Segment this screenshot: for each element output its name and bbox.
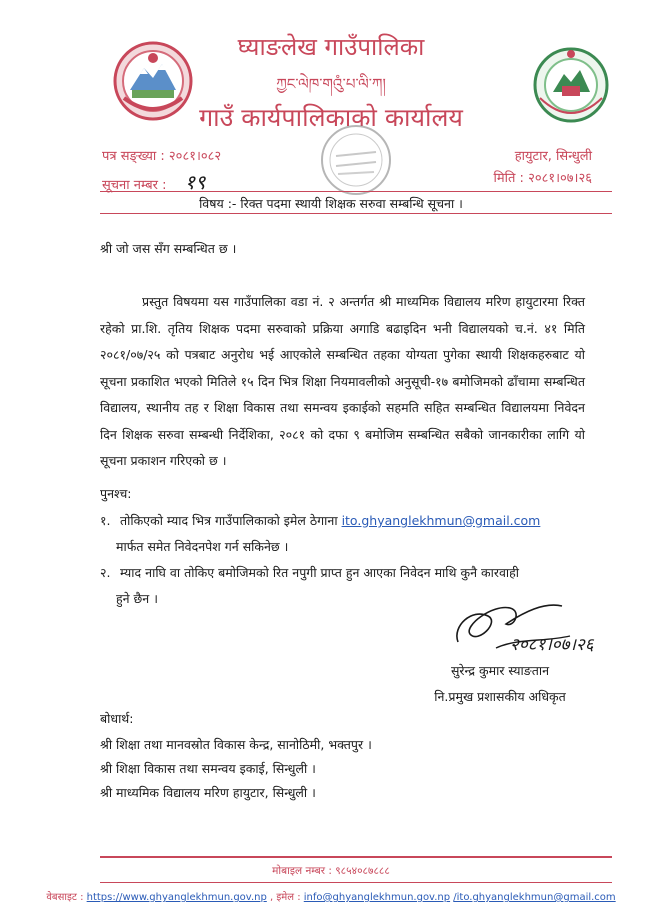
website-label: वेबसाइट : [46,892,87,903]
body-paragraph: प्रस्तुत विषयमा यस गाउँपालिका वडा नं. २ अन्तर्गत श्री माध्यमिक विद्यालय मरिण हायुटारमा रिक्त रहेको प्रा.शि. तृतिय शिक्षक पदमा सरुवाको प्रक्रिया अगाडि बढाइदिन भनी विद्यालयको च.नं. ४१ मिति २०८१/०७/२५ को पत्रबाट अनुरोध भई आएकोले सम्बन्धित तहका योग्यता पुगेका स्थायी शिक्षकहरुबाट यो सूचना प्रकाशित भएको मितिले १५ दिन भित्र शिक्षा नियमावलीको अनुसूची-१७ बमोजिमको ढाँचामा सम्बन्धित विद्यालय, स्थानीय तह र शिक्षा विकास तथा समन्वय इकाईको सहमति सहित सम्बन्धित विद्यालयमा निवेदन दिन शिक्षक सरुवा सम्बन्धी निर्देशिका, २०८१ को दफा ९ बमोजिम सम्बन्धित सबैको जानकारीका लागि यो सूचना प्रकाशन गरिएको छ । [100,294,585,468]
email-link[interactable]: ito.ghyanglekhmun@gmail.com [341,513,541,528]
footer-email-link-2[interactable]: /ito.ghyanglekhmun@gmail.com [453,892,616,903]
cc-heading: बोधार्थ: [100,711,134,726]
signatory-block [400,658,600,710]
office-name: गाउँ कार्यपालिकाको कार्यालय [199,103,463,132]
signature-date: २०८१।०७।२६ [510,635,594,655]
footer-email-link[interactable]: info@ghyanglekhmun.gov.np [303,892,451,903]
org-name-tibetan: ཀྱང་ལེཁ་གའུཾ་པ་ལི་ཀ། [276,75,386,93]
footer-divider-top [100,856,612,858]
salutation: श्री जो जस सँग सम्बन्धित छ । [100,241,237,256]
cc-item: श्री शिक्षा तथा मानवस्रोत विकास केन्द्र, सानोठिमी, भक्तपुर । [100,737,372,752]
notice-body [100,289,585,475]
subject-line: विषय :- रिक्त पदमा स्थायी शिक्षक सरुवा सम्बन्धि सूचना । [199,196,463,211]
reference-number: पत्र सङ्ख्या : २०८१।०८२ [102,149,222,164]
org-name: घ्याङलेख गाउँपालिका [237,33,425,61]
notice-number: १९ [184,170,206,194]
footer-contacts [0,889,662,903]
item-number: २. [100,565,111,580]
website-link[interactable]: https://www.ghyanglekhmun.gov.np [86,892,267,903]
header-divider-top [100,191,612,192]
cc-item: श्री माध्यमिक विद्यालय मरिण हायुटार, सिन्धुली । [100,785,316,800]
footer-mobile: मोबाइल नम्बर : ९८५४०८७८८८ [272,865,390,877]
item-continuation: मार्फत समेत निवेदनपेश गर्न सकिनेछ । [116,539,289,554]
postscript-heading: पुनश्च: [100,486,132,501]
signatory-designation: नि.प्रमुख प्रशासकीय अधिकृत [434,689,566,704]
cc-item: श्री शिक्षा विकास तथा समन्वय इकाई, सिन्धुली । [100,761,316,776]
email-label: , इमेल : [270,892,304,903]
signatory-name: सुरेन्द्र कुमार स्याङतान [450,663,550,678]
item-text: म्याद नाघि वा तोकिए बमोजिमको रित नपुगी प्राप्त हुन आएका निवेदन माथि कुनै कारवाही [119,565,520,580]
item-number: १. [100,513,111,528]
item-text: तोकिएको म्याद भित्र गाउँपालिकाको इमेल ठेगाना [119,513,338,528]
notice-number-label: सूचना नम्बर : [102,178,167,193]
footer-divider-bottom [100,882,612,883]
header-divider-bottom [100,213,612,214]
item-continuation: हुने छैन । [116,591,158,606]
postscript-item-1 [100,508,600,560]
office-stamp-icon [318,122,394,198]
date: मिति : २०८१।०७।२६ [493,171,592,186]
place: हायुटार, सिन्धुली [514,149,592,164]
signature [448,598,608,662]
